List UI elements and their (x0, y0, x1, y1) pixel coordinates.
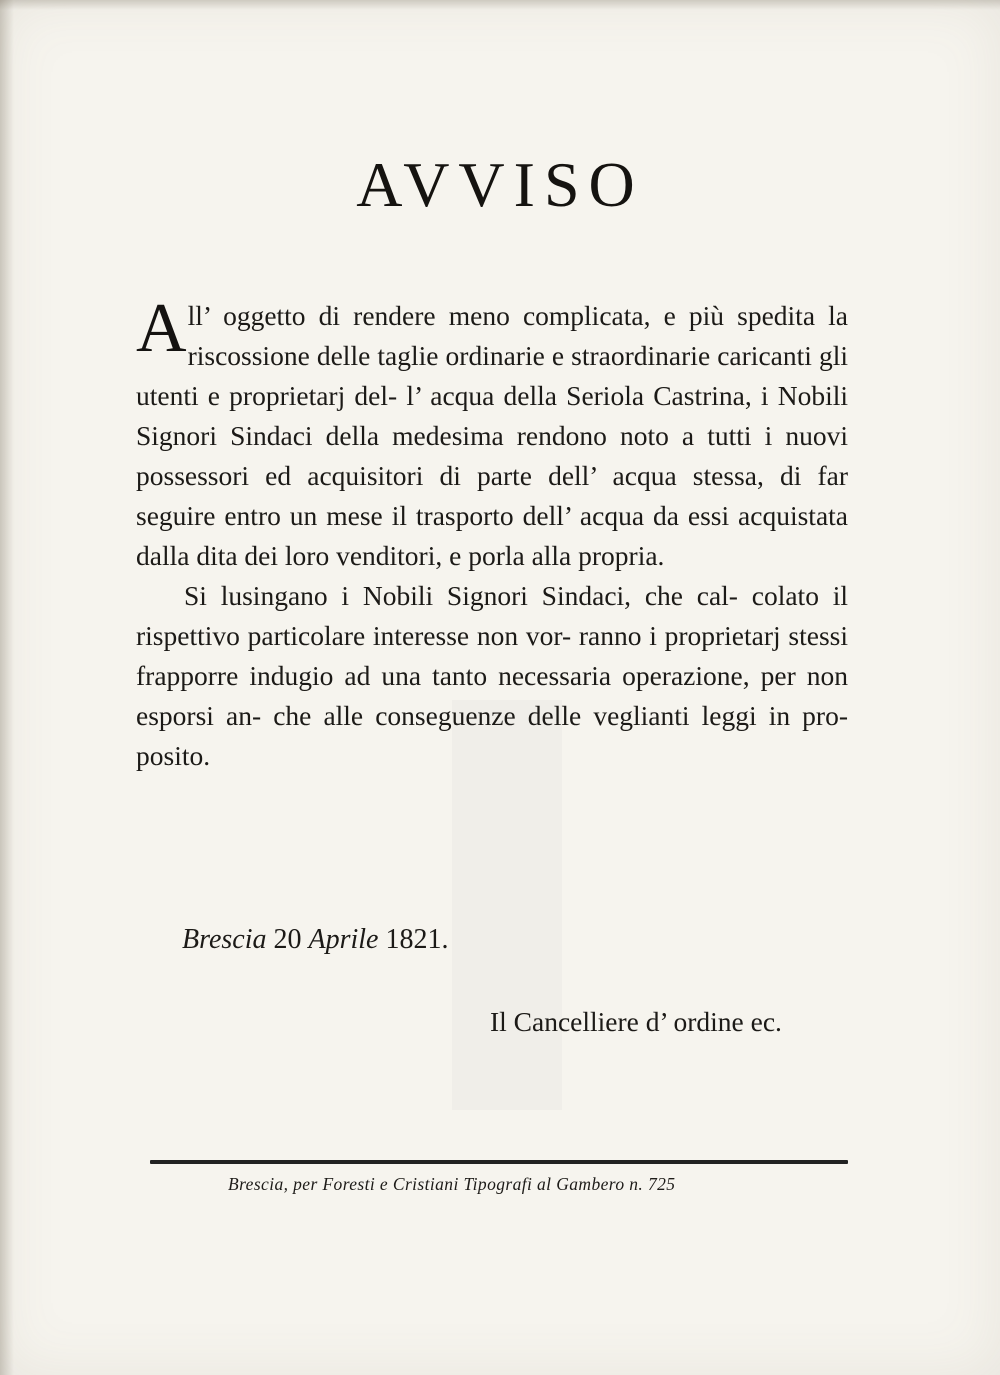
printer-imprint: Brescia, per Foresti e Cristiani Tipografi al Gambero n. 725 (228, 1174, 676, 1194)
dateline (182, 924, 449, 956)
paragraph-second: Si lusingano i Nobili Signori Sindaci, che cal- colato il rispettivo particolare interesse non vor- ranno i proprietarj stessi frapporre indugio ad una tanto necessaria operazione, per non esporsi an- che alle conseguenze delle veglianti leggi in pro- posito. (136, 580, 848, 771)
paper-edge-shadow-top (0, 0, 1000, 10)
signature-line: Il Cancelliere d’ ordine ec. (490, 1006, 782, 1037)
paragraph-first (136, 290, 848, 576)
dateline-day: 20 (273, 924, 302, 955)
dateline-year: 1821. (385, 924, 449, 955)
dateline-month: Aprile (308, 924, 379, 955)
paragraph-first-text: ll’ oggetto di rendere meno complicata, e più spedita la riscossione delle taglie ordinarie e straordinarie caricanti gli utenti e proprietarj del- l’ acqua della Seriola Castrina, i Nobili Signori Sindaci della medesima rendono noto a tutti i nuovi possessori ed acquisitori di parte dell’ acqua stessa, di far seguire entro un mese il trasporto dell’ acqua da essi acquistata dalla dita dei loro venditori, e porla alla propria. (136, 300, 848, 571)
drop-cap: A (136, 290, 187, 367)
notice-title: AVVISO (356, 149, 644, 220)
horizontal-rule (150, 1160, 848, 1164)
notice-body (136, 290, 848, 776)
dateline-place: Brescia (182, 924, 267, 955)
